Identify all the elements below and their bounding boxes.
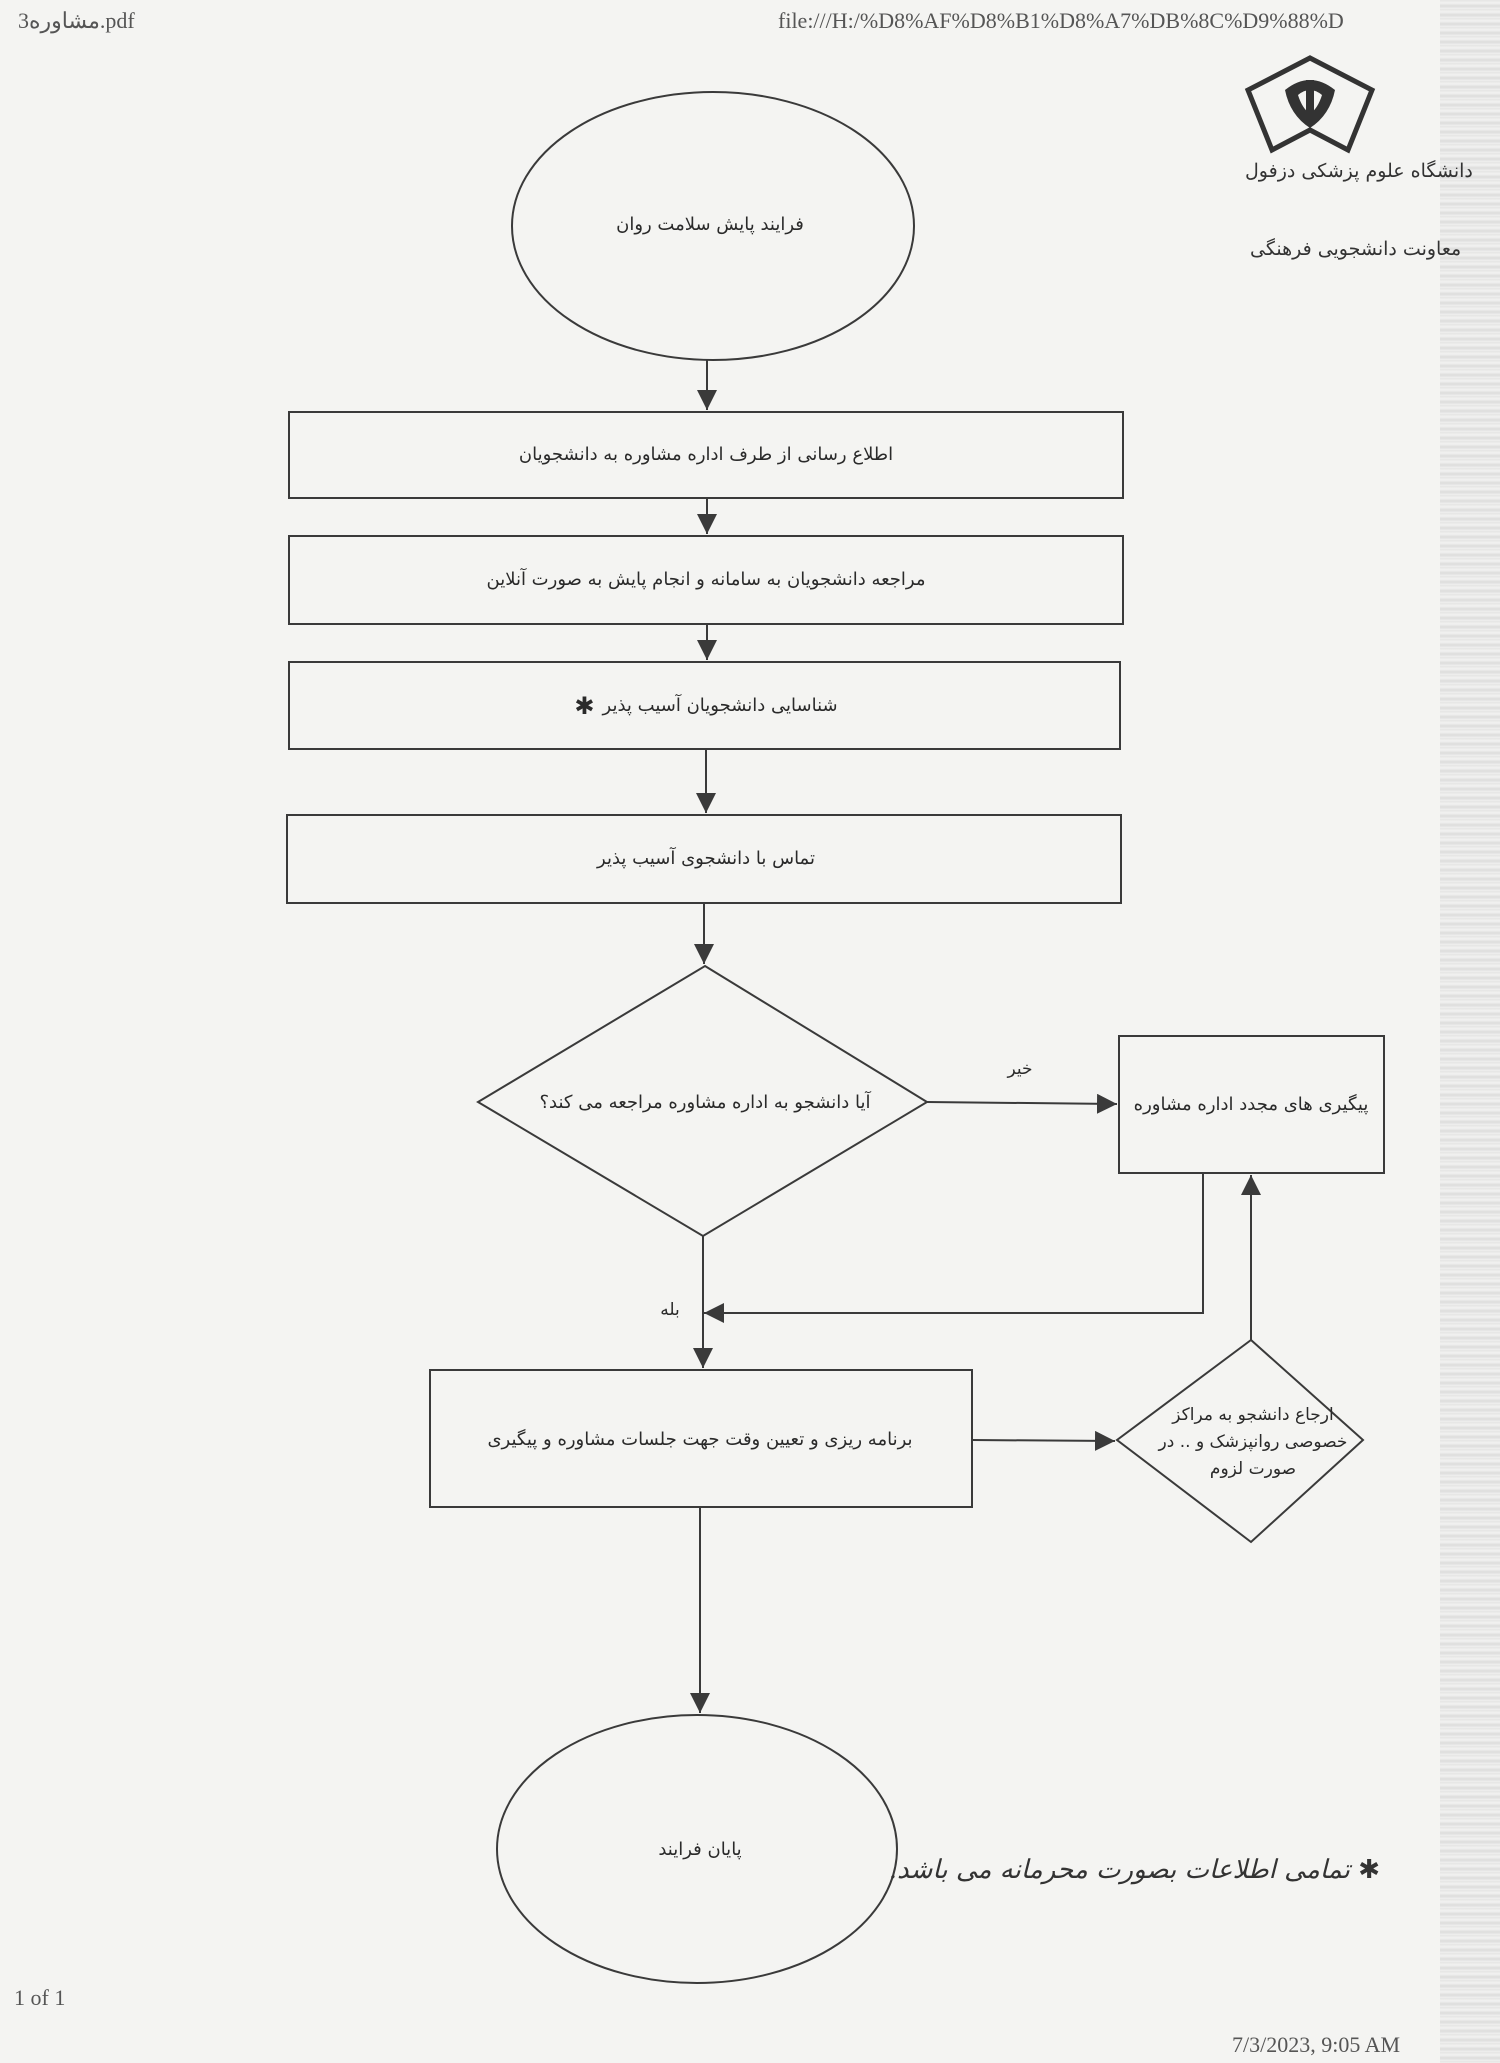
asterisk-icon: ✱ <box>574 692 595 720</box>
yes-branch-label: بله <box>660 1300 680 1320</box>
print-datetime: 7/3/2023, 9:05 AM <box>1232 2032 1401 2057</box>
confidentiality-note <box>888 1855 1380 1885</box>
arrow-followup-return <box>704 1173 1203 1313</box>
referral-label: ارجاع دانشجو به مراکز خصوصی روانپزشک و .. در صورت لزوم <box>1158 1405 1348 1479</box>
end-label: پایان فرایند <box>658 1839 742 1860</box>
arrow-decision-followup <box>927 1102 1117 1104</box>
logo-university-name: دانشگاه علوم پزشکی دزفول <box>1245 160 1473 182</box>
note-text: تمامی اطلاعات بصورت محرمانه می باشد. <box>888 1855 1350 1885</box>
logo-department-name: معاونت دانشجویی فرهنگی <box>1250 238 1462 260</box>
step1-label: اطلاع رسانی از طرف اداره مشاوره به دانشجویان <box>518 444 894 465</box>
start-label: فرایند پایش سلامت روان <box>616 214 804 235</box>
step4-label: تماس با دانشجوی آسیب پذیر <box>597 848 815 869</box>
file-url: file:///H:/%D8%AF%D8%B1%D8%A7%DB%8C%D9%88%D <box>778 8 1344 33</box>
arrow-planning-referral <box>972 1440 1115 1441</box>
planning-label: برنامه ریزی و تعیین وقت جهت جلسات مشاوره و پیگیری <box>487 1429 913 1450</box>
page-count: 1 of 1 <box>14 1985 66 2010</box>
step3-label: شناسایی دانشجویان آسیب پذیر <box>602 695 838 716</box>
decision-label: آیا دانشجو به اداره مشاوره مراجعه می کند؟ <box>539 1092 871 1113</box>
step2-label: مراجعه دانشجویان به سامانه و انجام پایش به صورت آنلاین <box>486 569 926 590</box>
asterisk-icon: ✱ <box>1358 1855 1380 1885</box>
step3-label-group <box>300 681 1112 731</box>
file-name: مشاوره3.pdf <box>18 8 135 33</box>
followup-label: پیگیری های مجدد اداره مشاوره <box>1133 1094 1369 1115</box>
no-branch-label: خیر <box>1007 1059 1033 1079</box>
